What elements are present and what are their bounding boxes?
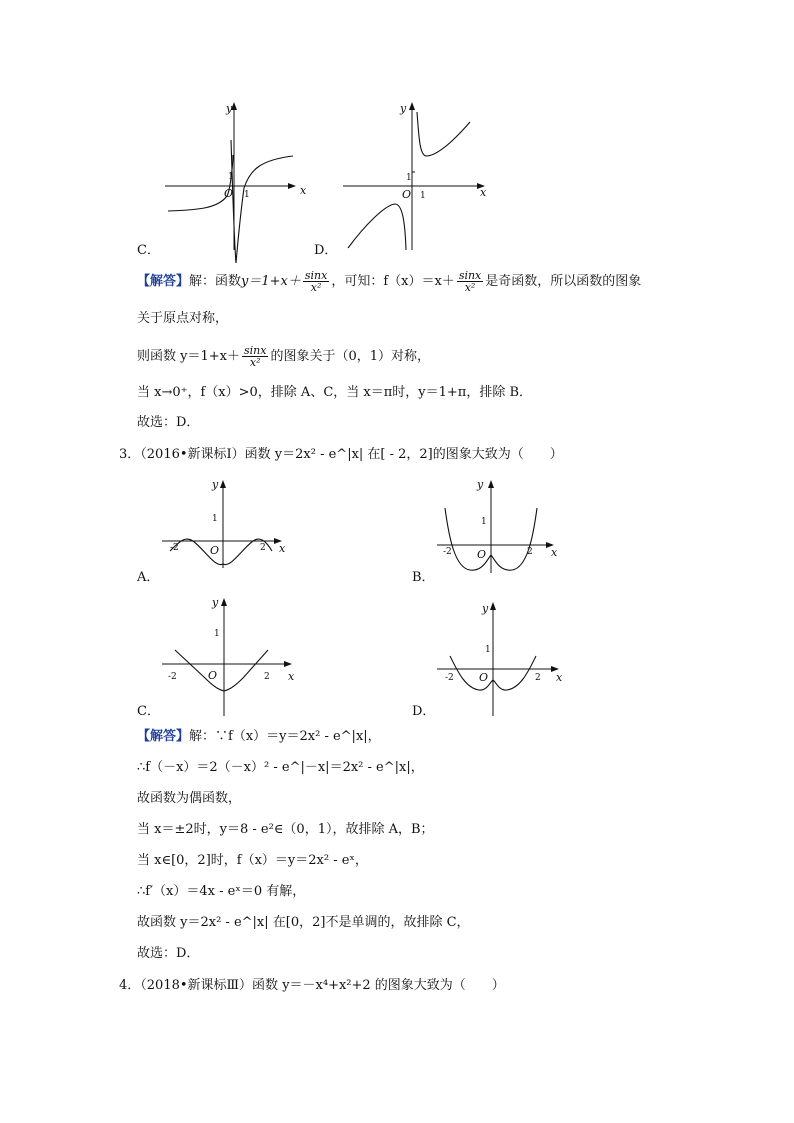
x-axis-label: x — [288, 670, 295, 683]
origin-label: O — [224, 187, 234, 200]
q2-solution-line4: 当 x→0⁺，f（x）>0，排除 A、C，当 x＝π时，y＝1+π，排除 B． — [137, 385, 533, 400]
q3-solution-line8: 故选：D． — [137, 946, 200, 961]
x-axis-label: x — [300, 184, 307, 197]
q3-option-d-label: D． — [412, 704, 436, 719]
tick-label-neg2: -2 — [443, 547, 452, 557]
answer-tag: 【解答】 — [137, 274, 190, 289]
solution-text: 是奇函数，所以函数的图象 — [485, 274, 642, 289]
origin-label: O — [479, 671, 489, 684]
y-axis-label: y — [400, 102, 407, 115]
tick-label-1: 1 — [420, 191, 426, 201]
function-expr: y＝1+x＋ — [241, 274, 301, 289]
q3-solution-line1 — [137, 729, 381, 745]
solution-text: ，可知：f（x）＝x＋ — [331, 274, 455, 289]
q2-solution-line5: 故选：D． — [137, 415, 200, 430]
q2-solution-line1 — [137, 270, 641, 293]
x-axis-label: x — [279, 542, 286, 555]
fraction: $\frac{\sin x}{\text{x²}}$ — [243, 344, 267, 369]
q2-option-c-label: C． — [137, 243, 160, 258]
tick-label-1: 1 — [485, 645, 491, 655]
graph-q3-option-b — [435, 478, 565, 573]
graph-q3-option-c — [160, 598, 300, 716]
x-axis-label: x — [556, 671, 563, 684]
tick-label-2: 2 — [260, 543, 266, 553]
q3-solution-line6: ∴f′（x）＝4x - eˣ＝0 有解， — [137, 884, 306, 899]
q3-solution-line7: 故函数 y＝2x² - e^|x| 在[0，2]不是单调的，故排除 C， — [137, 915, 470, 930]
tick-label-neg2: -2 — [168, 672, 177, 682]
fraction: $\frac{\sin x}{\text{x²}}$ — [304, 269, 328, 294]
tick-label-1: 1 — [214, 629, 220, 639]
q2-solution-line2: 关于原点对称， — [137, 311, 229, 326]
tick-label-2: 2 — [535, 673, 541, 683]
solution-text: 的图象关于（0，1）对称， — [270, 349, 430, 364]
q3-solution-line4: 当 x＝±2时，y＝8 - e²∈（0，1），故排除 A，B； — [137, 822, 434, 837]
tick-label-1: 1 — [212, 514, 218, 524]
x-axis-label: x — [551, 546, 558, 559]
tick-label-1: 1 — [228, 172, 234, 182]
tick-label-1: 1 — [481, 517, 487, 527]
y-axis-label: y — [477, 478, 484, 491]
solution-text: 则函数 y＝1+x＋ — [137, 349, 240, 364]
solution-text: 解：函数 — [189, 274, 242, 289]
q3-solution-line3: 故函数为偶函数， — [137, 791, 242, 806]
q3-option-a-label: A． — [137, 570, 160, 585]
tick-label-1: 1 — [406, 173, 412, 183]
q3-option-b-label: B． — [412, 570, 435, 585]
origin-label: O — [477, 548, 487, 561]
tick-label-neg2: -2 — [170, 543, 179, 553]
x-axis-label: x — [480, 186, 487, 199]
q3-solution-line2: ∴f（－x）＝2（－x）² - e^|－x|＝2x² - e^|x|， — [137, 760, 424, 775]
y-axis-label: y — [212, 478, 219, 491]
q4-question: 4．（2018•新课标Ⅲ）函数 y＝－x⁴+x²+2 的图象大致为（ ） — [119, 978, 505, 993]
solution-text: 解：∵f（x）＝y＝2x² - e^|x|， — [189, 729, 381, 744]
q2-solution-line3 — [137, 345, 430, 368]
origin-label: O — [402, 188, 412, 201]
tick-label-2: 2 — [527, 547, 533, 557]
graph-q3-option-d — [435, 600, 570, 716]
y-axis-label: y — [212, 596, 219, 609]
origin-label: O — [208, 669, 218, 682]
answer-tag: 【解答】 — [137, 729, 190, 744]
y-axis-label: y — [482, 602, 489, 615]
tick-label-1: 1 — [244, 190, 250, 200]
tick-label-neg2: -2 — [445, 673, 454, 683]
graph-option-d — [340, 100, 490, 260]
tick-label-2: 2 — [264, 672, 270, 682]
fraction: $\frac{\sin x}{\text{x²}}$ — [458, 269, 482, 294]
graph-q3-option-a — [160, 478, 290, 568]
q3-solution-line5: 当 x∈[0，2]时，f（x）＝y＝2x² - eˣ， — [137, 853, 368, 868]
graph-option-c — [160, 100, 310, 260]
q3-question: 3．（2016•新课标Ⅰ）函数 y＝2x² - e^|x| 在[ - 2，2]的图象大致为（ ） — [119, 447, 563, 462]
q3-option-c-label: C． — [137, 704, 160, 719]
origin-label: O — [210, 544, 220, 557]
q2-option-d-label: D． — [314, 243, 338, 258]
y-axis-label: y — [226, 102, 233, 115]
